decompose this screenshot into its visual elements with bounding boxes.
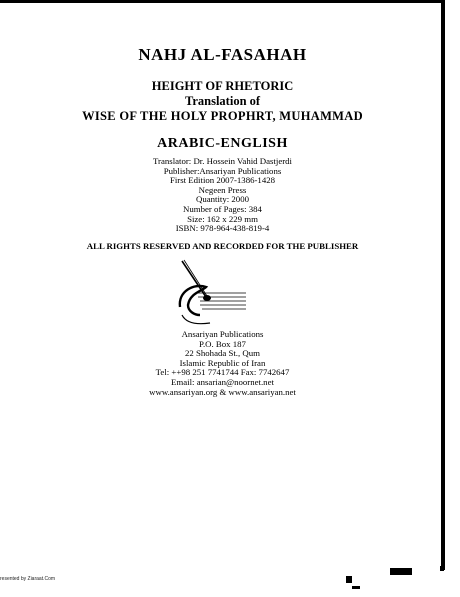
address-po-box: P.O. Box 187	[199, 338, 246, 349]
publisher-line: Publisher:Ansariyan Publications	[163, 165, 282, 176]
size-line: Size: 162 x 229 mm	[187, 213, 258, 224]
publisher-address	[0, 330, 445, 397]
address-email: Email: ansarian@noornet.net	[171, 376, 274, 387]
language-line: ARABIC-ENGLISH	[157, 136, 288, 151]
page-border-top	[0, 0, 445, 3]
subtitle-line-1: HEIGHT OF RHETORIC	[151, 79, 294, 93]
edition-line: First Edition 2007-1386-1428	[169, 175, 276, 186]
pages-line: Number of Pages: 384	[183, 203, 262, 214]
address-country: Islamic Republic of Iran	[179, 357, 266, 368]
quantity-line: Quantity: 2000	[195, 194, 250, 205]
subtitle-line-3: WISE OF THE HOLY PROPHRT, MUHAMMAD	[82, 109, 363, 123]
scan-artifact-mark	[352, 586, 360, 589]
isbn-line: ISBN: 978-964-438-819-4	[175, 223, 270, 234]
scan-artifact-mark	[390, 568, 412, 575]
address-street: 22 Shohada St., Qum	[184, 348, 261, 359]
scan-artifact-mark	[440, 566, 444, 571]
translator-line: Translator: Dr. Hossein Vahid Dastjerdi	[152, 156, 293, 166]
address-publisher-name: Ansariyan Publications	[181, 329, 264, 339]
publisher-logo-icon	[176, 257, 250, 329]
book-title: NAHJ AL-FASAHAH	[138, 45, 307, 64]
footer-credit: resented by Ziaraat.Com	[0, 576, 56, 582]
address-phone-fax: Tel: ++98 251 7741744 Fax: 7742647	[155, 367, 290, 378]
publication-info	[0, 157, 445, 234]
press-line: Negeen Press	[198, 184, 247, 195]
scan-artifact-mark	[346, 576, 352, 583]
subtitle-line-2: Translation of	[184, 94, 261, 108]
address-websites: www.ansariyan.org & www.ansariyan.net	[149, 386, 296, 397]
rights-notice: ALL RIGHTS RESERVED AND RECORDED FOR THE PUBLISHER	[86, 241, 359, 251]
